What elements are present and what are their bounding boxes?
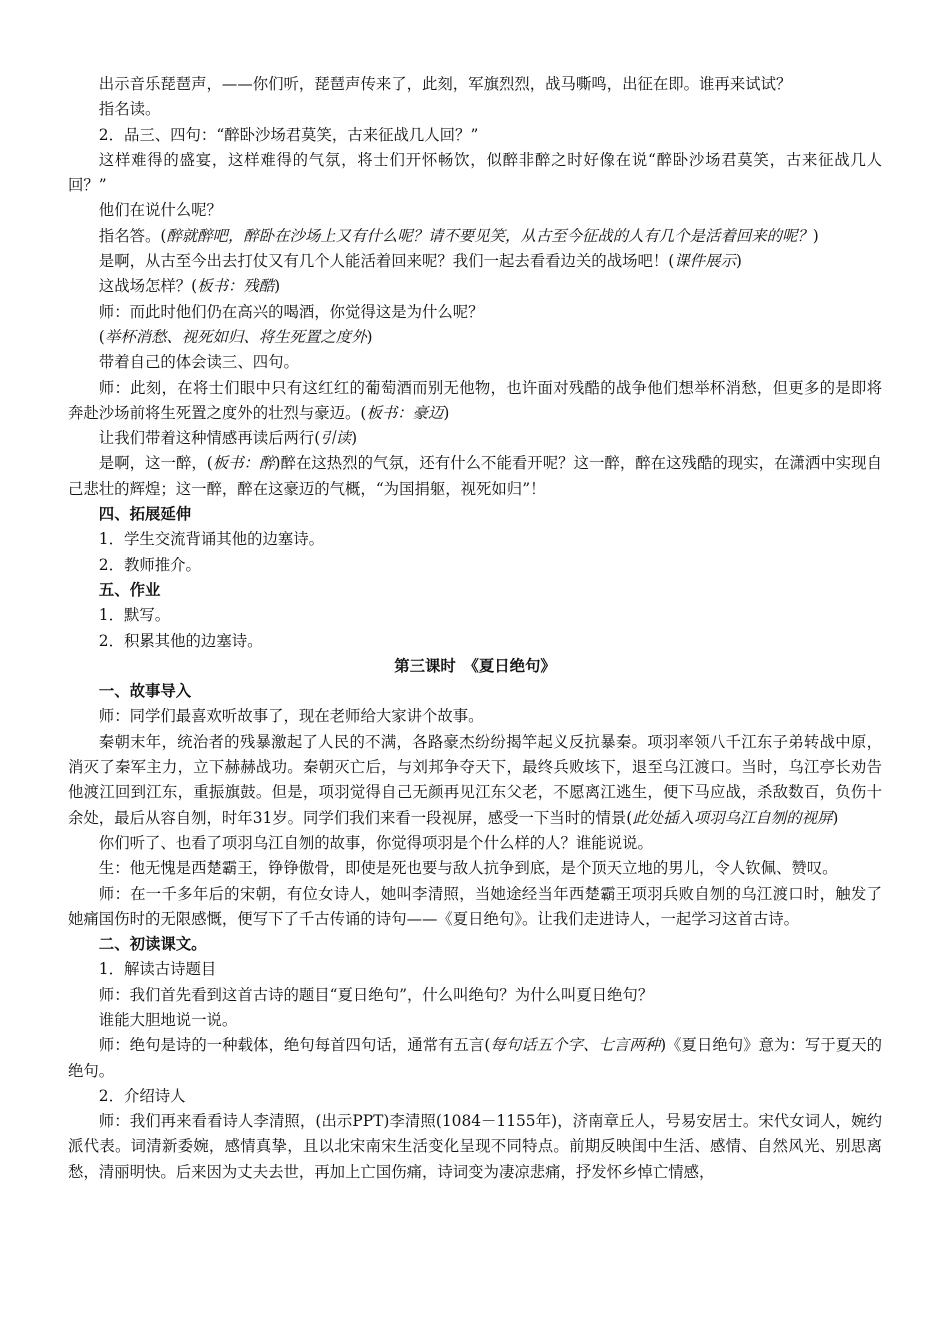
text-segment: )	[443, 403, 450, 422]
text-segment: )《夏日绝句》意为：写于夏天的绝句。	[68, 1036, 882, 1080]
text-segment: 1．默写。	[98, 606, 171, 625]
paragraph	[68, 527, 882, 552]
text-segment: 谁能大胆地说一说。	[98, 1010, 238, 1029]
section-heading	[68, 502, 882, 527]
section-heading	[68, 679, 882, 704]
paragraph	[68, 451, 882, 502]
paragraph	[68, 249, 882, 274]
text-segment: 师：我们再来看看诗人李清照，(出示PPT)李清照(1084－1155年)，济南章丘人，号易安居士。宋代女词人，婉约派代表。词清新委婉，感情真挚，且以北宋南宋生活变化呈现不同特点。前期反映闺中生活、感情、自然风光、别思离愁，清丽明快。后来因为丈夫去世，再加上亡国伤痛，诗词变为凄凉悲痛，抒发怀乡悼亡情感，	[68, 1112, 882, 1181]
text-segment: )醉在这热烈的气氛，还有什么不能看开呢？这一醉，醉在这残酷的现实，在潇洒中实现自己悲壮的辉煌；这一醉，醉在这豪迈的气概，“为国捐躯，视死如归”！	[68, 454, 882, 498]
annotation-text: 举杯消愁、视死如归、将生死置之度外	[104, 327, 367, 346]
section-heading	[68, 578, 882, 603]
paragraph	[68, 274, 882, 299]
text-segment: 1．学生交流背诵其他的边塞诗。	[98, 530, 325, 549]
text-segment: 师：我们首先看到这首古诗的题目“夏日绝句”，什么叫绝句？为什么叫夏日绝句？	[98, 985, 654, 1004]
paragraph	[68, 856, 882, 881]
paragraph	[68, 97, 882, 122]
text-segment: 师：绝句是诗的一种载体，绝句每首四句话，通常有五言(	[98, 1036, 491, 1055]
paragraph	[68, 198, 882, 223]
text-segment: 生：他无愧是西楚霸王，铮铮傲骨，即使是死也要与敌人抗争到底，是个顶天立地的男儿，令人钦佩、赞叹。	[98, 859, 838, 878]
text-segment: 他们在说什么呢？	[98, 201, 222, 220]
text-segment: 2．品三、四句：“醉卧沙场君莫笑，古来征战几人回？”	[98, 125, 479, 144]
text-segment: 这样难得的盛宴，这样难得的气氛，将士们开怀畅饮，似醉非醉之时好像在说“醉卧沙场君莫笑，古来征战几人回？”	[68, 150, 882, 195]
paragraph	[68, 123, 882, 148]
text-segment: 这战场怎样？(	[98, 277, 198, 296]
annotation-text: 板书：残酷	[197, 277, 275, 296]
paragraph	[68, 704, 882, 729]
text-segment: 一、故事导入	[98, 682, 192, 701]
text-segment: 二、初读课文。	[98, 935, 207, 954]
text-segment: 是啊，从古至今出去打仗又有几个人能活着回来呢？我们一起去看看边关的战场吧！(	[98, 252, 675, 271]
paragraph	[68, 882, 882, 933]
text-segment: 你们听了、也看了项羽乌江自刎的故事，你觉得项羽是个什么样的人？谁能说说。	[98, 833, 653, 852]
text-segment: 带着自己的体会读三、四句。	[98, 353, 299, 372]
text-segment: 是啊，这一醉，(	[98, 454, 213, 473]
text-segment: )	[735, 252, 742, 271]
paragraph	[68, 1084, 882, 1109]
text-segment: 五、作业	[98, 580, 161, 599]
paragraph	[68, 1008, 882, 1033]
annotation-text: 板书：豪迈	[366, 403, 444, 422]
paragraph	[68, 1109, 882, 1185]
text-segment: 让我们带着这种情感再读后两行(	[98, 429, 321, 448]
text-segment: 1．解读古诗题目	[98, 960, 217, 979]
text-segment: (	[98, 327, 105, 346]
text-segment: 师：而此时他们仍在高兴的喝酒，你觉得这是为什么呢？	[98, 302, 484, 321]
annotation-text: 醉就醉吧，醉卧在沙场上又有什么呢？请不要见笑，从古至今征战的人有几个是活着回来的呢？	[166, 226, 813, 245]
text-segment: 秦朝末年，统治者的残暴激起了人民的不满，各路豪杰纷纷揭竿起义反抗暴秦。项羽率领八千江东子弟转战中原，消灭了秦军主力，立下赫赫战功。秦朝灭亡后，与刘邦争夺天下，最终兵败垓下，退至乌江渡口。当时，乌江亭长劝告他渡江回到江东，重振旗鼓。但是，项羽觉得自己无颜再见江东父老，不愿离江逃生，便下马应战，杀敌数百，负伤十余处，最后从容自刎，时年31岁。同学们我们来看一段视屏，感受一下当时的情景(	[68, 732, 882, 827]
text-segment: 第三课时 《夏日绝句》	[394, 656, 556, 675]
paragraph	[68, 957, 882, 982]
paragraph	[68, 300, 882, 325]
paragraph	[68, 730, 882, 831]
text-segment: 2．教师推介。	[98, 555, 201, 574]
lesson-title	[68, 654, 882, 679]
paragraph	[68, 148, 882, 199]
paragraph	[68, 224, 882, 249]
paragraph	[68, 553, 882, 578]
annotation-text: 课件展示	[674, 252, 736, 271]
paragraph	[68, 983, 882, 1008]
text-segment: 师：在一千多年后的宋朝，有位女诗人，她叫李清照，当她途经当年西楚霸王项羽兵败自刎的乌江渡口时，触发了她痛国伤时的无限感慨，便写下了千古传诵的诗句——《夏日绝句》。让我们走进诗人，一起学习这首古诗。	[68, 884, 882, 928]
paragraph	[68, 603, 882, 628]
annotation-text: 此处插入项羽乌江自刎的视屏	[632, 808, 833, 827]
text-segment: 出示音乐琵琶声，——你们听，琵琶声传来了，此刻，军旗烈烈，战马嘶鸣，出征在即。谁再来试试？	[98, 75, 792, 93]
text-segment: 2．介绍诗人	[98, 1086, 186, 1105]
text-segment: )	[812, 226, 819, 245]
paragraph	[68, 629, 882, 654]
text-segment: 2．积累其他的边塞诗。	[98, 631, 263, 650]
text-segment: 指名读。	[98, 100, 161, 119]
text-segment: 师：此刻，在将士们眼中只有这红红的葡萄酒而别无他物，也许面对残酷的战争他们想举杯消愁，但更多的是即将奔赴沙场前将生死置之度外的壮烈与豪迈。(	[68, 378, 882, 422]
paragraph	[68, 350, 882, 375]
paragraph	[68, 376, 882, 427]
text-segment: )	[351, 429, 358, 448]
text-segment: )	[274, 277, 281, 296]
text-segment: )	[366, 327, 373, 346]
paragraph	[68, 831, 882, 856]
annotation-text: 每句话五个字、七言两种	[490, 1036, 661, 1055]
annotation-text: 板书：醉	[212, 454, 275, 473]
text-segment: 四、拓展延伸	[98, 505, 192, 524]
text-segment: )	[832, 808, 839, 827]
paragraph	[68, 325, 882, 350]
paragraph	[68, 72, 882, 97]
annotation-text: 引读	[320, 429, 352, 448]
text-segment: 师：同学们最喜欢听故事了，现在老师给大家讲个故事。	[98, 707, 484, 726]
paragraph	[68, 426, 882, 451]
text-segment: 指名答。(	[98, 226, 167, 245]
paragraph	[68, 1033, 882, 1084]
section-heading	[68, 932, 882, 957]
